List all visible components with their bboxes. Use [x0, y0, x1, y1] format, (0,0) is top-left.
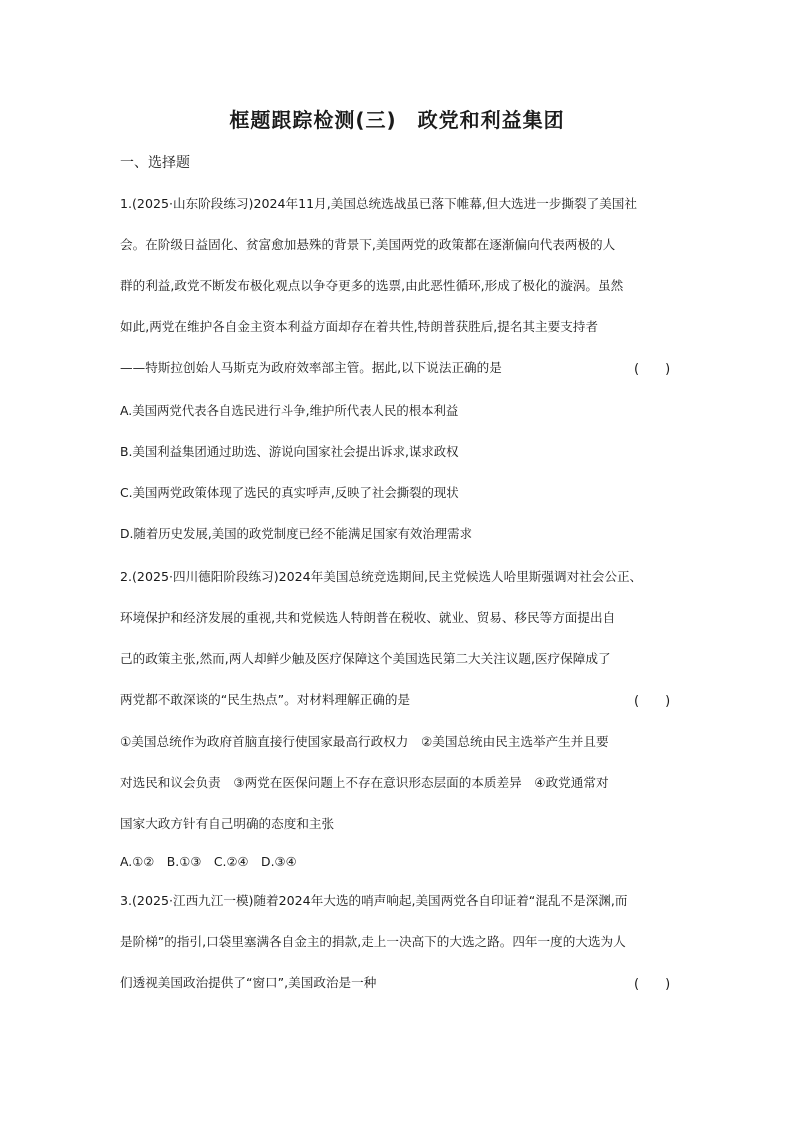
q1-line-4: 如此,两党在维护各自金主资本利益方面却存在着共性,特朗普获胜后,提名其主要支持者 [120, 319, 598, 334]
q2-line-1: 2.(2025·四川德阳阶段练习)2024年美国总统竞选期间,民主党候选人哈里斯强调对社会公正、 [120, 569, 643, 584]
q3-answer-bracket: ( ) [634, 977, 671, 992]
q2-statement-line-3: 国家大政方针有自己明确的态度和主张 [120, 816, 335, 831]
q3-line-3: 们透视美国政治提供了“窗口”,美国政治是一种 [120, 975, 377, 990]
q2-answer-bracket: ( ) [634, 694, 671, 709]
section-heading: 一、选择题 [120, 155, 190, 171]
q1-option-b: B.美国利益集团通过助选、游说向国家社会提出诉求,谋求政权 [120, 444, 459, 459]
q2-line-3: 己的政策主张,然而,两人却鲜少触及医疗保障这个美国选民第二大关注议题,医疗保障成了 [120, 651, 611, 666]
q2-line-4: 两党都不敢深谈的“民生热点”。对材料理解正确的是 [120, 692, 411, 707]
q2-line-2: 环境保护和经济发展的重视,共和党候选人特朗普在税收、就业、贸易、移民等方面提出自 [120, 610, 616, 625]
q1-option-c: C.美国两党政策体现了选民的真实呼声,反映了社会撕裂的现状 [120, 485, 459, 500]
q2-options: A.①② B.①③ C.②④ D.③④ [120, 854, 297, 869]
q1-option-d: D.随着历史发展,美国的政党制度已经不能满足国家有效治理需求 [120, 526, 472, 541]
q2-statement-line-1: ①美国总统作为政府首脑直接行使国家最高行政权力 ②美国总统由民主选举产生并且要 [120, 734, 609, 749]
q1-line-3: 群的利益,政党不断发布极化观点以争夺更多的选票,由此恶性循环,形成了极化的漩涡。虽然 [120, 278, 624, 293]
q3-line-2: 是阶梯”的指引,口袋里塞满各自金主的捐款,走上一决高下的大选之路。四年一度的大选为人 [120, 934, 626, 949]
q1-line-1: 1.(2025·山东阶段练习)2024年11月,美国总统选战虽已落下帷幕,但大选进一步撕裂了美国社 [120, 196, 637, 211]
q1-line-2: 会。在阶级日益固化、贫富愈加悬殊的背景下,美国两党的政策都在逐渐偏向代表两极的人 [120, 237, 616, 252]
q1-answer-bracket: ( ) [634, 362, 671, 377]
q1-option-a: A.美国两党代表各自选民进行斗争,维护所代表人民的根本利益 [120, 403, 459, 418]
q3-line-1: 3.(2025·江西九江一模)随着2024年大选的哨声响起,美国两党各自印证着“混乱不是深渊,而 [120, 893, 628, 908]
page-title: 框题跟踪检测(三) 政党和利益集团 [229, 108, 565, 132]
q2-statement-line-2: 对选民和议会负责 ③两党在医保问题上不存在意识形态层面的本质差异 ④政党通常对 [120, 775, 609, 790]
q1-line-5: ——特斯拉创始人马斯克为政府效率部主管。据此,以下说法正确的是 [120, 360, 502, 375]
